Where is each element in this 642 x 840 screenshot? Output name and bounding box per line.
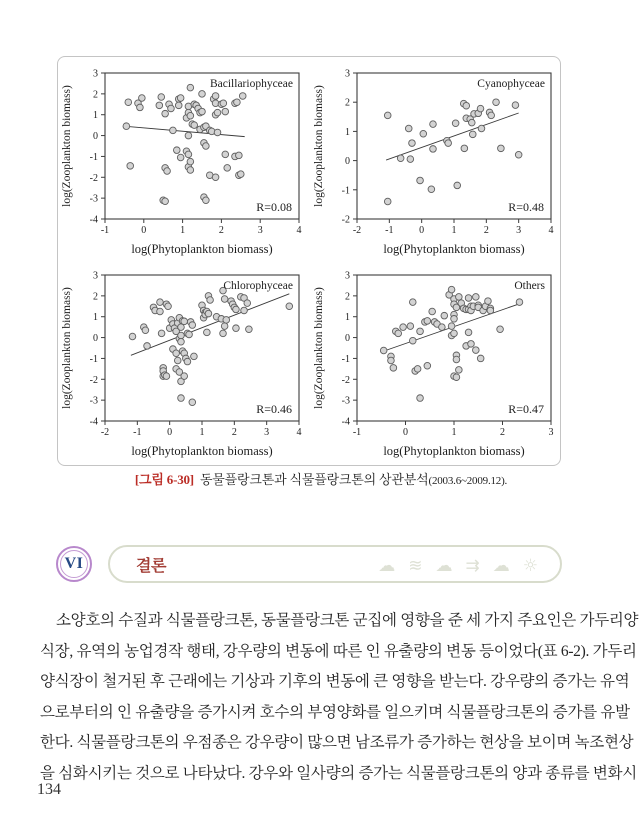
svg-text:-1: -1 bbox=[341, 185, 350, 197]
scatter-chart-others bbox=[310, 261, 562, 463]
correlation-label: R=0.46 bbox=[256, 402, 292, 416]
others-plot bbox=[311, 262, 561, 462]
svg-text:-2: -2 bbox=[89, 172, 98, 184]
y-axis-label: log(Zooplankton biomass) bbox=[61, 85, 73, 207]
body-paragraph bbox=[40, 606, 639, 789]
sun-icon: ☼ bbox=[522, 555, 538, 576]
svg-text:3: 3 bbox=[264, 427, 270, 438]
paragraph-line: 을 심화시키는 것으로 나타났다. 강우와 일사량의 증가는 식물플랑크톤의 양과 종류를 변화시 bbox=[40, 764, 637, 782]
paragraph-line: 양식장이 철거된 후 근래에는 기상과 기후의 변동에 큰 영향을 받는다. 강우량의 증가는 유역 bbox=[40, 673, 630, 690]
cyanophyceae-plot bbox=[311, 60, 561, 260]
correlation-label: R=0.08 bbox=[256, 200, 292, 214]
data-points bbox=[380, 286, 522, 401]
svg-text:0: 0 bbox=[93, 131, 98, 143]
svg-text:3: 3 bbox=[257, 225, 263, 236]
y-axis-label: log(Zooplankton biomass) bbox=[313, 287, 325, 409]
x-axis-label: log(Phytoplankton biomass) bbox=[131, 444, 273, 458]
svg-text:2: 2 bbox=[231, 427, 237, 438]
svg-text:0: 0 bbox=[167, 427, 173, 438]
y-axis-label: log(Zooplankton biomass) bbox=[61, 287, 73, 409]
x-axis-label: log(Phytoplankton biomass) bbox=[383, 242, 525, 256]
svg-text:1: 1 bbox=[93, 110, 98, 122]
correlation-label: R=0.48 bbox=[508, 200, 544, 214]
section-header bbox=[56, 545, 562, 583]
paragraph-line: 소양호의 수질과 식물플랑크톤, 동물플랑크톤 군집에 영향을 준 세 가지 주요인은 가두리양 bbox=[56, 612, 639, 629]
svg-text:1: 1 bbox=[451, 225, 457, 236]
y-axis-label: log(Zooplankton biomass) bbox=[313, 85, 325, 207]
svg-text:-2: -2 bbox=[89, 374, 98, 386]
svg-text:2: 2 bbox=[93, 291, 98, 303]
svg-text:-4: -4 bbox=[341, 416, 350, 428]
series-title: Chlorophyceae bbox=[223, 280, 293, 292]
fog-sunrise-icon: ≋ bbox=[408, 555, 423, 576]
section-numeral-ring bbox=[60, 550, 88, 578]
svg-text:-1: -1 bbox=[341, 353, 350, 365]
svg-text:2: 2 bbox=[483, 225, 489, 236]
svg-text:1: 1 bbox=[345, 126, 350, 138]
scatter-chart-cyanophyceae bbox=[310, 59, 562, 261]
svg-text:1: 1 bbox=[93, 312, 98, 324]
cloud-icon: ☁ bbox=[435, 555, 453, 576]
figure-caption bbox=[0, 469, 642, 488]
svg-text:3: 3 bbox=[548, 427, 554, 438]
bacillariophyceae-plot bbox=[59, 60, 309, 260]
svg-text:4: 4 bbox=[296, 225, 302, 236]
figure-caption-label: [그림 6-30] bbox=[134, 472, 194, 487]
trend-line bbox=[124, 126, 244, 136]
svg-text:3: 3 bbox=[93, 68, 98, 80]
partly-cloudy-icon: ☁ bbox=[492, 555, 510, 576]
svg-text:-4: -4 bbox=[89, 214, 98, 226]
correlation-label: R=0.47 bbox=[508, 402, 544, 416]
svg-text:-1: -1 bbox=[89, 151, 98, 163]
svg-text:0: 0 bbox=[403, 427, 408, 438]
svg-text:3: 3 bbox=[345, 270, 350, 282]
plot-border bbox=[105, 275, 299, 421]
svg-text:-1: -1 bbox=[385, 225, 394, 236]
paragraph-line: 식장, 유역의 농업경작 행태, 강우량의 변동에 따른 인 유출량의 변동 등이었다(표 6-2). 가두리 bbox=[40, 642, 637, 660]
charts-grid bbox=[58, 57, 560, 463]
svg-text:-4: -4 bbox=[89, 416, 98, 428]
svg-text:2: 2 bbox=[93, 89, 98, 101]
x-axis-label: log(Phytoplankton biomass) bbox=[131, 242, 273, 256]
weather-icons-row bbox=[378, 547, 538, 585]
svg-text:4: 4 bbox=[296, 427, 302, 438]
svg-text:1: 1 bbox=[345, 312, 350, 324]
svg-text:-3: -3 bbox=[89, 395, 98, 407]
svg-text:-2: -2 bbox=[341, 214, 350, 226]
svg-text:2: 2 bbox=[500, 427, 505, 438]
section-numeral: VI bbox=[64, 555, 84, 572]
data-points bbox=[123, 84, 246, 204]
svg-text:0: 0 bbox=[93, 333, 98, 345]
wind-icon: ⇉ bbox=[465, 555, 480, 576]
svg-text:-3: -3 bbox=[341, 395, 350, 407]
figure-caption-text: 동물플랑크톤과 식물플랑크톤의 상관분석 bbox=[199, 472, 429, 487]
section-numeral-badge bbox=[56, 546, 92, 582]
svg-text:3: 3 bbox=[345, 68, 350, 80]
figure-panel bbox=[57, 56, 561, 466]
svg-text:4: 4 bbox=[548, 225, 554, 236]
svg-text:3: 3 bbox=[93, 270, 98, 282]
plot-border bbox=[357, 73, 551, 219]
svg-text:2: 2 bbox=[345, 97, 350, 109]
svg-text:-2: -2 bbox=[341, 374, 350, 386]
svg-text:0: 0 bbox=[345, 333, 350, 345]
page-number: 134 bbox=[37, 781, 61, 798]
series-title: Others bbox=[514, 280, 545, 292]
svg-text:0: 0 bbox=[141, 225, 147, 236]
figure-caption-period: (2003.6~2009.12). bbox=[428, 475, 508, 487]
data-points bbox=[384, 99, 522, 205]
svg-text:1: 1 bbox=[451, 427, 457, 438]
section-title: 결론 bbox=[136, 557, 166, 575]
svg-text:2: 2 bbox=[218, 225, 224, 236]
svg-text:3: 3 bbox=[516, 225, 522, 236]
svg-text:-2: -2 bbox=[100, 427, 110, 438]
trend-line bbox=[386, 113, 519, 160]
svg-text:-2: -2 bbox=[352, 225, 362, 236]
svg-text:-1: -1 bbox=[352, 427, 362, 438]
svg-text:-1: -1 bbox=[89, 353, 98, 365]
svg-text:-1: -1 bbox=[100, 225, 110, 236]
scatter-chart-chlorophyceae bbox=[58, 261, 310, 463]
series-title: Bacillariophyceae bbox=[209, 78, 293, 90]
paragraph-line: 한다. 식물플랑크톤의 우점종은 강우량이 많으면 남조류가 증가하는 현상을 보이며 녹조현상 bbox=[40, 734, 634, 751]
svg-text:1: 1 bbox=[180, 225, 186, 236]
section-title-pill bbox=[108, 545, 562, 583]
paragraph-line: 으로부터의 인 유출량을 증가시켜 호수의 부영양화를 일으키며 식물플랑크톤의 증가를 유발 bbox=[40, 703, 630, 721]
x-axis-label: log(Phytoplankton biomass) bbox=[383, 444, 525, 458]
chlorophyceae-plot bbox=[59, 262, 309, 462]
scatter-chart-bacillariophyceae bbox=[58, 59, 310, 261]
svg-text:2: 2 bbox=[345, 291, 350, 303]
svg-text:-3: -3 bbox=[89, 193, 98, 205]
svg-text:0: 0 bbox=[419, 225, 425, 236]
svg-text:0: 0 bbox=[345, 156, 350, 168]
svg-text:1: 1 bbox=[199, 427, 205, 438]
snow-cloud-icon: ☁ bbox=[378, 555, 396, 576]
series-title: Cyanophyceae bbox=[477, 78, 545, 90]
svg-text:-1: -1 bbox=[133, 427, 142, 438]
